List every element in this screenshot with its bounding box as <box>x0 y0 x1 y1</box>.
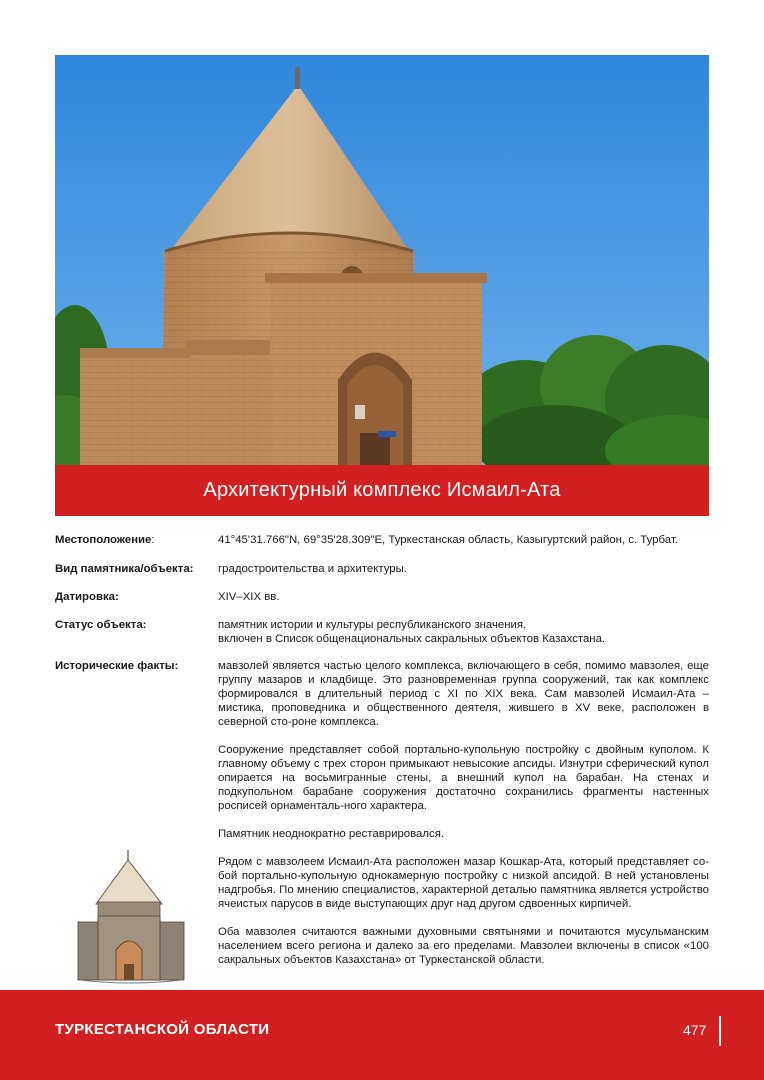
location-value: 41°45'31.766"N, 69°35'28.309"E, Туркестанская область, Казыгуртский район, с. Турбат. <box>218 534 678 546</box>
history-paragraph: Оба мавзолея считаются важными духовными святынями и почитаются мусульманским населением всего региона и далеко за его пределами. Мавзолеи включены в список «100 сакральных объектов Казахстана» от Туркестанской области. <box>218 926 709 966</box>
status-line-2: включен в Список общенациональных сакральных объектов Казахстана. <box>218 633 606 645</box>
status-value <box>218 618 709 646</box>
location-label-text: Местоположение <box>55 534 152 546</box>
footer-bar <box>0 990 764 1080</box>
history-paragraph: Рядом с мавзолеем Исмаил-Ата расположен мазар Кошкар-Ата, который представляет со-бой портально-купольную однокамерную постройку с низкой апсидой. В ней установлены надгробья. По мнению специалистов, характерной деталью памятника является устройство ячеистых парусов в виде выступающих друг над другом сдвоенных кирпичей. <box>218 856 709 910</box>
page-title <box>55 465 709 516</box>
mausoleum-sketch <box>70 840 190 985</box>
history-paragraph: мавзолей является частью целого комплекса, включающего в себя, помимо мавзолея, еще группу мазаров и кладбище. Это разновременная группа сооружений, так как комплекс формировался в длительный период с XI по XIX века. Сам мавзолей Исмаил-Ата – мистика, проповедника и общественного деятеля, жившего в XV веке, расположен в северной сто-роне комплекса. <box>218 660 709 728</box>
status-line-1: памятник истории и культуры республиканского значения, <box>218 619 527 631</box>
status-label: Статус объекта: <box>55 619 147 631</box>
history-paragraph: Памятник неоднократно реставрировался. <box>218 828 445 840</box>
history-label: Исторические факты: <box>55 660 179 672</box>
history-text <box>218 659 709 967</box>
type-value: градостроительства и архитектуры. <box>218 563 407 575</box>
mausoleum-photo <box>55 55 709 465</box>
footer-region: ТУРКЕСТАНСКОЙ ОБЛАСТИ <box>55 1021 270 1038</box>
type-label: Вид памятника/объекта: <box>55 563 194 575</box>
history-paragraph: Сооружение представляет собой портально-купольную постройку с двойным куполом. К главному объему с трех сторон примыкают невысокие апсиды. Изнутри сферический купол опирается на восьмигранные стены, а внешний купол на барабан. На стенах и подкупольном барабане сооружения достаточно сохранились фрагменты настенных росписей орнаменталь-ного характера. <box>218 744 709 812</box>
dating-value: XIV–XIX вв. <box>218 591 280 603</box>
location-label <box>55 533 215 547</box>
dating-label: Датировка: <box>55 591 119 603</box>
page-number: 477 <box>683 1022 707 1038</box>
location-label-colon: : <box>151 534 155 546</box>
page-divider <box>719 1016 721 1046</box>
title-text: Архитектурный комплекс Исмаил-Ата <box>203 479 561 501</box>
